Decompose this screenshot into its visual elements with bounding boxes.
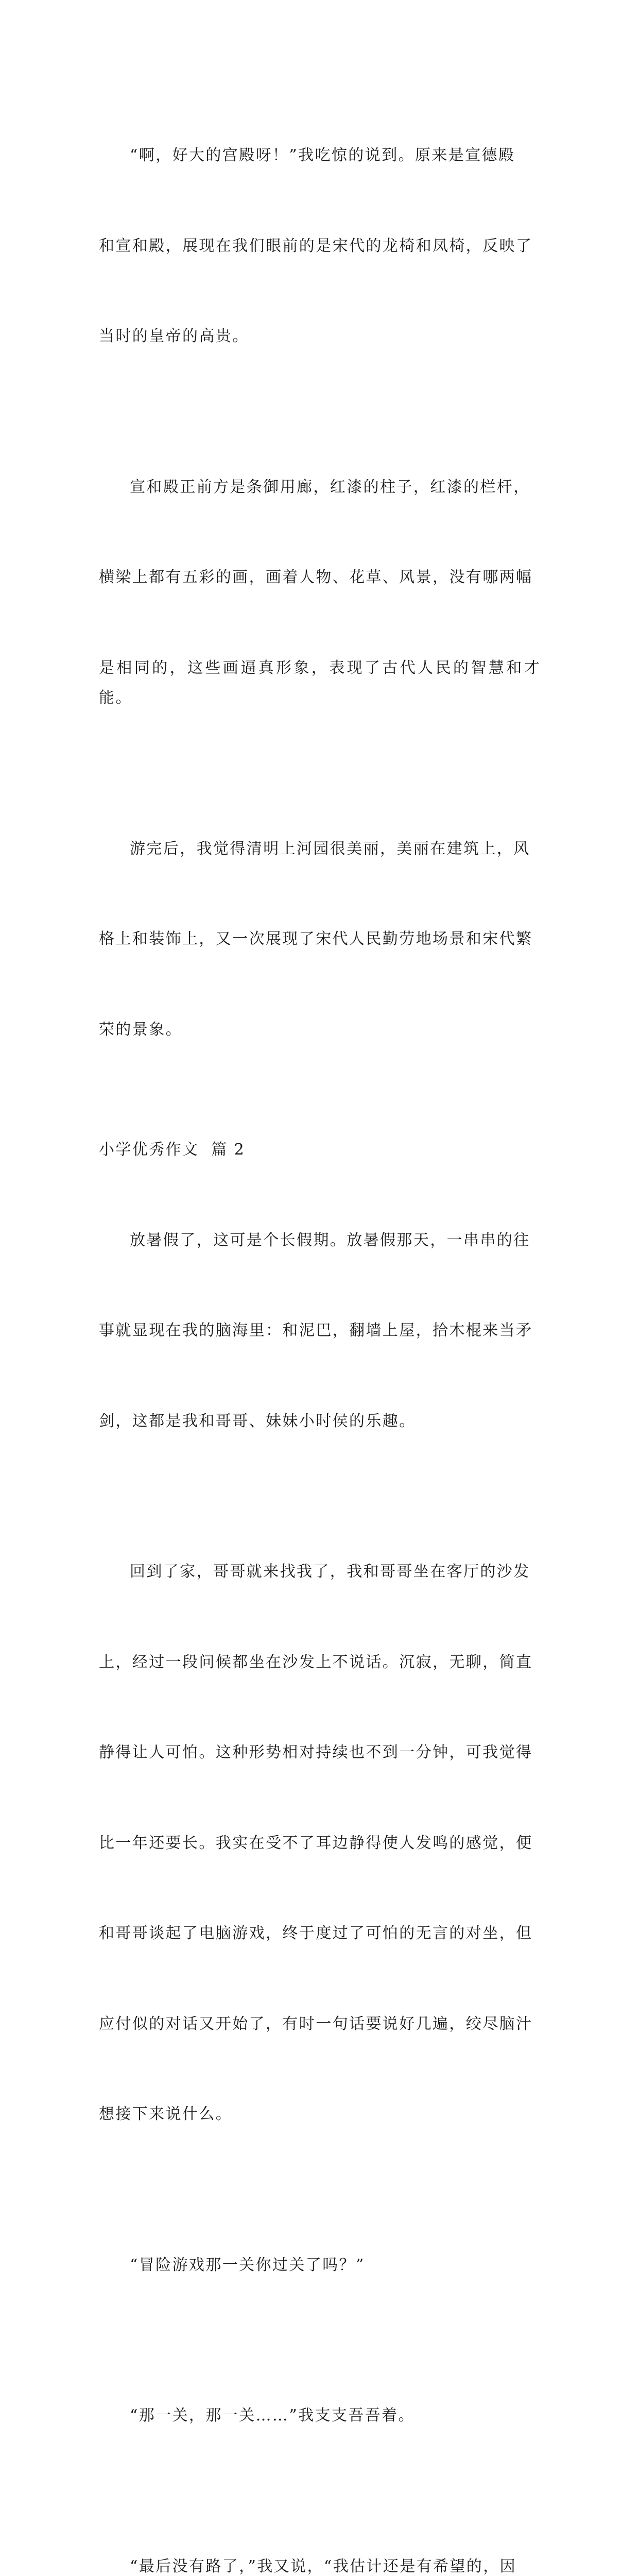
text-line: 应付似的对话又开始了，有时一句话要说好几遍，绞尽脑汁 [99,2009,541,2040]
text-line: 事就显现在我的脑海里：和泥巴，翻墙上屋，拾木棍来当矛 [99,1316,541,1346]
text-line: “最后没有路了，”我又说，“我估计还是有希望的，因 [99,2552,541,2576]
paragraph-dialogue-hesitate [99,2341,541,2492]
text-line: 当时的皇帝的高贵。 [99,321,541,352]
text-line: 和哥哥谈起了电脑游戏，终于度过了可怕的无言的对坐，但 [99,1919,541,1949]
paragraph-conclusion [99,774,541,1106]
paragraph-corridor [99,412,541,774]
paragraph-dialogue-question [99,2190,541,2341]
text-line: “冒险游戏那一关你过关了吗？” [99,2250,541,2281]
text-line: 上，经过一段问候都坐在沙发上不说话。沉寂，无聊，简直 [99,1648,541,1678]
text-line: 宣和殿正前方是条御用廊，红漆的柱子，红漆的栏杆， [99,472,541,503]
text-line: 剑，这都是我和哥哥、妹妹小时侯的乐趣。 [99,1406,541,1437]
text-line: “那一关，那一关……”我支支吾吾着。 [99,2401,541,2431]
text-line: 是相同的，这些画逼真形象，表现了古代人民的智慧和才能。 [99,653,541,714]
text-line: 荣的景象。 [99,1015,541,1045]
document-page [0,0,639,904]
text-line: 想接下来说什么。 [99,2099,541,2130]
paragraph-dialogue-hope [99,2492,541,2576]
paragraph-summer-vacation [99,1165,541,1497]
paragraph-palace-exclaim [99,80,541,412]
text-line: 和宣和殿，展现在我们眼前的是宋代的龙椅和凤椅，反映了 [99,231,541,262]
text-line: 放暑假了，这可是个长假期。放暑假那天，一串串的往 [99,1226,541,1256]
text-line: 格上和装饰上，又一次展现了宋代人民勤劳地场景和宋代繁 [99,924,541,955]
text-line: 比一年还要长。我实在受不了耳边静得使人发鸣的感觉，便 [99,1828,541,1859]
text-line: 静得让人可怕。这种形势相对持续也不到一分钟，可我觉得 [99,1738,541,1768]
paragraph-brother-visit [99,1497,541,2190]
text-line: 横梁上都有五彩的画，画着人物、花草、风景，没有哪两幅 [99,563,541,593]
text-line: “啊，好大的宫殿呀！”我吃惊的说到。原来是宣德殿 [99,141,541,171]
section-heading: 小学优秀作文 篇 2 [99,1135,541,1165]
text-line: 游完后，我觉得清明上河园很美丽，美丽在建筑上，风 [99,834,541,865]
document-body [99,80,541,2576]
text-line: 回到了家，哥哥就来找我了，我和哥哥坐在客厅的沙发 [99,1557,541,1587]
